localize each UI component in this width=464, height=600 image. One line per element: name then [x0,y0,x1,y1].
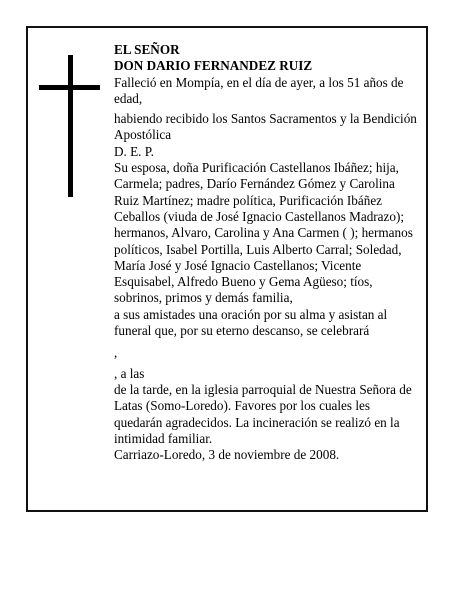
funeral-details: de la tarde, en la iglesia parroquial de Nuestra Señora de Latas (Somo-Loredo). Favores por los cuales les quedarán agradecidos. La incineración se realizó en la intimidad familiar. [114,381,412,446]
funeral-time-placeholder: , a las [114,365,145,381]
cross-horizontal-bar [39,85,100,90]
death-announcement: Falleció en Mompía, en el día de ayer, a los 51 años de edad, [114,74,404,106]
family-list: Su esposa, doña Purificación Castellanos Ibáñez; hija, Carmela; padres, Darío Fernández Gómez y Carolina Ruiz Martínez; madre política, Purificación Ibáñez Ceballos (viuda de José Ignacio Castellanos Madrazo); hermanos, Alvaro, Carolina y Ana Carmen ( ); hermanos políticos, Isabel Portilla, Luis Alberto Carral; Soledad, María José y José Ignacio Castellanos; Vicente Esquisabel, Alfredo Bueno y Gema Agüeso; tíos, sobrinos, primos y demás familia, [114,160,413,306]
obituary-card [26,26,428,512]
prayer-request: a sus amistades una oración por su alma y asistan al funeral que, por su eterno descanso, se celebrará [114,306,388,339]
place-and-date: Carriazo-Loredo, 3 de noviembre de 2008. [114,447,340,463]
cross-vertical-bar [68,55,73,197]
rip-text: D. E. P. [114,143,154,159]
deceased-name: DON DARIO FERNANDEZ RUIZ [114,58,313,74]
deceased-title: EL SEÑOR [114,42,180,57]
sacraments-text: habiendo recibido los Santos Sacramentos y la Bendición Apostólica [114,111,417,143]
obituary-text [114,42,420,463]
funeral-date-placeholder: , [114,345,118,361]
